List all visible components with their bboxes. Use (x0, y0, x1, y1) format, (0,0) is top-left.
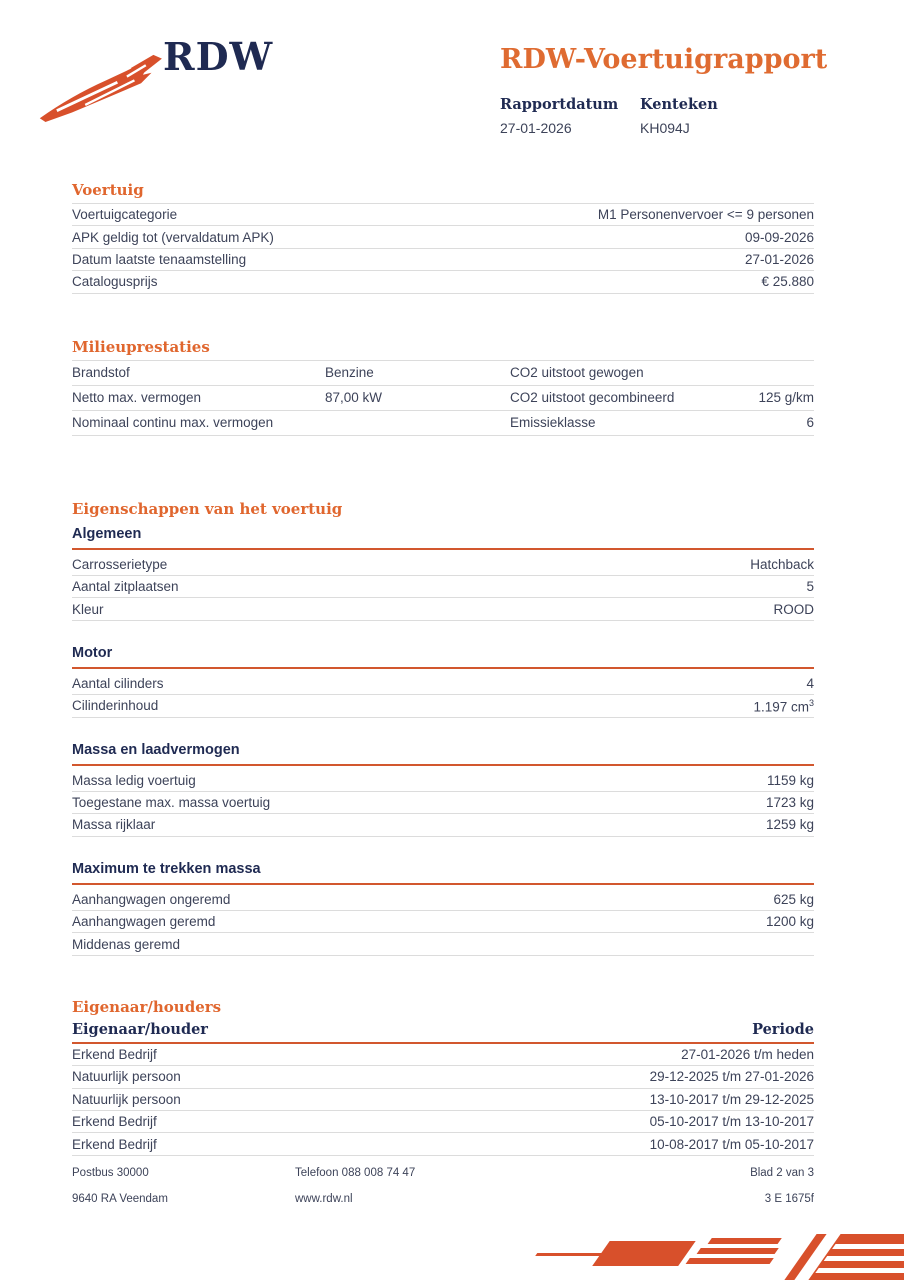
row-label: Kleur (72, 601, 104, 617)
section-title: Milieuprestaties (72, 337, 210, 356)
report-date-value: 27-01-2026 (500, 120, 572, 136)
owner-cell: Erkend Bedrijf (72, 1114, 157, 1130)
table-row (72, 911, 814, 933)
owner-cell: Natuurlijk persoon (72, 1091, 181, 1107)
section-title: Eigenaar/houders (72, 997, 222, 1016)
row-label: APK geldig tot (vervaldatum APK) (72, 229, 274, 245)
subsection-title: Massa en laadvermogen (72, 741, 240, 758)
footer-postbus: Postbus 30000 (72, 1167, 149, 1179)
table-row (72, 386, 814, 411)
section-title: Voertuig (72, 181, 144, 199)
report-body (72, 0, 814, 1156)
table-row (72, 695, 814, 717)
row-value: 09-09-2026 (744, 229, 814, 245)
row-label: Aanhangwagen ongeremd (72, 891, 231, 907)
table-row (72, 554, 814, 576)
motor-table (72, 673, 814, 718)
row-value: 125 g/km (758, 390, 814, 406)
table-row (72, 249, 814, 271)
column-header-period: Periode (752, 1020, 814, 1038)
period-cell: 29-12-2025 t/m 27-01-2026 (649, 1069, 814, 1085)
row-value: 4 (806, 675, 814, 691)
row-label: Cilinderinhoud (72, 698, 159, 714)
table-row (72, 1044, 814, 1066)
section-milieuprestaties (72, 338, 814, 436)
row-label: CO2 uitstoot gewogen (510, 365, 644, 381)
row-label: Datum laatste tenaamstelling (72, 251, 247, 267)
speed-stripes-graphic (484, 1232, 904, 1280)
row-value: 1200 kg (765, 914, 814, 930)
row-label: Brandstof (72, 365, 130, 381)
table-row (72, 1111, 814, 1133)
row-value: M1 Personenvervoer <= 9 personen (597, 207, 814, 223)
period-cell: 27-01-2026 t/m heden (681, 1047, 814, 1063)
report-date-label: Rapportdatum (500, 96, 619, 113)
row-label: Carrosserietype (72, 556, 168, 572)
row-label: Aantal cilinders (72, 675, 164, 691)
table-row (72, 1066, 814, 1088)
milieu-table (72, 360, 814, 436)
owner-cell: Erkend Bedrijf (72, 1136, 157, 1152)
column-header-owner: Eigenaar/houder (72, 1020, 208, 1038)
table-row (72, 1089, 814, 1111)
row-label: Massa ledig voertuig (72, 772, 196, 788)
trekken-table (72, 889, 814, 956)
row-label: Emissieklasse (510, 415, 596, 431)
table-row (72, 576, 814, 598)
orange-rule (72, 548, 814, 550)
row-value: 1723 kg (765, 795, 814, 811)
footer-phone: Telefoon 088 008 74 47 (295, 1167, 416, 1179)
row-value: 1259 kg (765, 817, 814, 833)
footer-website: www.rdw.nl (295, 1192, 353, 1205)
row-value: 625 kg (773, 891, 814, 907)
row-value: 1159 kg (766, 772, 814, 788)
row-value: 27-01-2026 (744, 251, 814, 267)
table-row (72, 673, 814, 695)
section-voertuig (72, 181, 814, 294)
row-value: € 25.880 (761, 274, 814, 290)
owners-table-header (72, 1021, 814, 1038)
massa-table (72, 770, 814, 837)
row-label: CO2 uitstoot gecombineerd (510, 390, 675, 406)
table-row (72, 1133, 814, 1155)
row-value: 87,00 kW (325, 390, 383, 406)
section-eigenaar-houders (72, 998, 814, 1156)
row-label: Catalogusprijs (72, 274, 158, 290)
period-cell: 05-10-2017 t/m 13-10-2017 (649, 1114, 814, 1130)
rdw-logo-text: RDW (163, 34, 274, 79)
row-value: Hatchback (750, 556, 814, 572)
section-title: Eigenschappen van het voertuig (72, 499, 343, 518)
owner-cell: Natuurlijk persoon (72, 1069, 181, 1085)
license-plate-label: Kenteken (640, 96, 718, 113)
table-row (72, 203, 814, 226)
row-label: Nominaal continu max. vermogen (72, 415, 274, 431)
row-value: 5 (806, 579, 814, 595)
subsection-title: Maximum te trekken massa (72, 860, 261, 877)
table-row (72, 411, 814, 436)
voertuig-table (72, 203, 814, 294)
footer-address (72, 1168, 295, 1219)
table-row (72, 889, 814, 911)
row-label: Middenas geremd (72, 936, 181, 952)
table-row (72, 360, 814, 386)
table-row (72, 598, 814, 620)
algemeen-table (72, 554, 814, 621)
row-value: Benzine (325, 365, 374, 381)
section-eigenschappen (72, 500, 814, 956)
row-label: Aanhangwagen geremd (72, 914, 216, 930)
table-row (72, 271, 814, 293)
orange-rule (72, 667, 814, 669)
row-label: Aantal zitplaatsen (72, 579, 179, 595)
table-row (72, 770, 814, 792)
row-value: ROOD (773, 601, 814, 617)
row-label: Voertuigcategorie (72, 207, 178, 223)
row-value: 6 (806, 415, 814, 431)
table-row (72, 226, 814, 248)
footer-contact (295, 1168, 750, 1219)
row-label: Toegestane max. massa voertuig (72, 795, 271, 811)
owner-cell: Erkend Bedrijf (72, 1047, 157, 1063)
subsection-motor (72, 645, 814, 718)
period-cell: 13-10-2017 t/m 29-12-2025 (649, 1091, 814, 1107)
table-row (72, 814, 814, 836)
row-label: Netto max. vermogen (72, 390, 202, 406)
subsection-algemeen (72, 526, 814, 621)
footer-city: 9640 RA Veendam (72, 1192, 168, 1205)
subsection-title: Motor (72, 644, 113, 661)
subsection-trekken-massa (72, 861, 814, 956)
footer-doc-code: 3 E 1675f (764, 1192, 814, 1205)
owners-table (72, 1044, 814, 1156)
page-title: RDW-Voertuigrapport (500, 44, 828, 75)
page-footer (72, 1168, 814, 1219)
footer-page-info (750, 1168, 814, 1219)
table-row (72, 933, 814, 955)
period-cell: 10-08-2017 t/m 05-10-2017 (649, 1136, 814, 1152)
row-value: 1.197 $cm^3$ (753, 697, 814, 715)
footer-page-number: Blad 2 van 3 (750, 1167, 814, 1179)
license-plate-value: KH094J (640, 120, 690, 136)
orange-rule (72, 764, 814, 766)
row-label: Massa rijklaar (72, 817, 156, 833)
subsection-title: Algemeen (72, 525, 142, 542)
subsection-massa (72, 742, 814, 837)
cubic-superscript: 3 (808, 697, 814, 708)
orange-rule (72, 883, 814, 885)
table-row (72, 792, 814, 814)
